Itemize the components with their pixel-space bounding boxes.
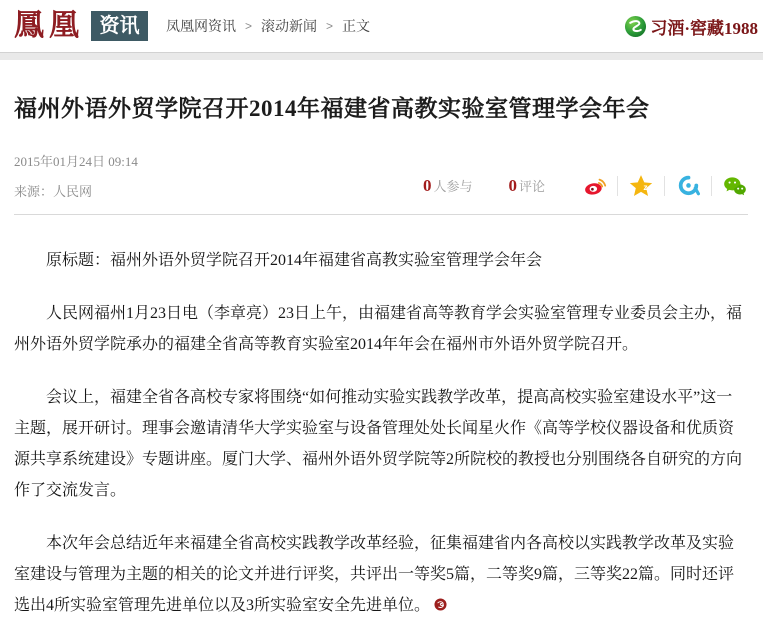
channel-badge-news[interactable]: 资讯	[91, 11, 148, 41]
breadcrumb-ifeng-news[interactable]: 凤凰网资讯	[166, 20, 236, 35]
breadcrumb-rolling-news[interactable]: 滚动新闻	[261, 20, 318, 35]
ad-text: 习酒·窖藏1988	[650, 18, 758, 38]
comments-stat[interactable]	[508, 176, 545, 196]
share-bar	[581, 173, 748, 199]
participation-count: 0	[422, 176, 432, 195]
sina-weibo-icon	[582, 174, 607, 199]
participation-label: 人参与	[433, 179, 473, 194]
share-sina-weibo-button[interactable]	[581, 173, 607, 199]
wechat-icon	[722, 173, 748, 199]
brand	[14, 10, 148, 42]
article-meta-row	[14, 151, 748, 200]
article-paragraph-text: 本次年会总结近年来福建全省高校实践教学改革经验，征集福建省内各高校以实践教学改革及实验室建设与管理为主题的相关的论文并进行评奖，共评出一等奖5篇，二等奖9篇，三等奖22篇。同时还评选出4所实验室管理先进单位以及3所实验室安全先进单位。	[14, 535, 735, 614]
article-paragraph	[14, 528, 748, 621]
article-paragraph: 原标题：福州外语外贸学院召开2014年福建省高教实验室管理学会年会	[46, 252, 543, 269]
share-wechat-button[interactable]	[722, 173, 748, 199]
article-page	[0, 94, 763, 621]
breadcrumb	[166, 16, 370, 36]
breadcrumb-separator: >	[245, 19, 253, 33]
header-divider-band	[0, 52, 763, 60]
participation-stat[interactable]	[423, 176, 473, 196]
source-line	[14, 181, 138, 200]
article-paragraph: 人民网福州1月23日电（李章亮）23日上午，由福建省高等教育学会实验室管理专业委员会主办，福州外语外贸学院承办的福建全省高等教育实验室2014年年会在福州市外语外贸学院召开。	[14, 305, 743, 353]
article-paragraph: 会议上，福建全省各高校专家将围绕“如何推动实验实践教学改革，提高高校实验室建设水平”这一主题，展开研讨。理事会邀请清华大学实验室与设备管理处处长闻星火作《高等学校仪器设备和优质资源共享系统建设》专题讲座。厦门大学、福州外语外贸学院等2所院校的教授也分别围绕各自研究的方向作了交流发言。	[14, 389, 743, 499]
article-meta-right	[423, 173, 748, 200]
article-title: 福州外语外贸学院召开2014年福建省高教实验室管理学会年会	[14, 96, 650, 121]
breadcrumb-separator: >	[326, 19, 334, 33]
article-body	[14, 245, 748, 621]
comments-count: 0	[508, 176, 517, 195]
site-header	[0, 0, 763, 52]
phoenix-end-mark-icon	[434, 598, 447, 611]
breadcrumb-current-article: 正文	[342, 20, 371, 35]
xijiu-green-circle-icon	[624, 15, 647, 38]
tencent-weibo-icon	[676, 174, 701, 199]
publish-date: 2015年01月24日 09:14	[14, 154, 138, 169]
share-separator	[664, 176, 665, 196]
share-tencent-weibo-button[interactable]	[675, 173, 701, 199]
comments-label: 评论	[518, 179, 545, 194]
source-link[interactable]: 人民网	[53, 184, 93, 199]
svg-text:z: z	[643, 181, 648, 192]
meta-article-divider	[14, 214, 748, 215]
source-label: 来源：	[14, 184, 54, 199]
share-separator	[617, 176, 618, 196]
share-separator	[711, 176, 712, 196]
ifeng-logo[interactable]: 鳳凰	[14, 9, 84, 42]
qzone-star-icon	[628, 173, 654, 199]
share-qzone-button[interactable]	[628, 173, 654, 199]
xijiu-ad-link[interactable]	[624, 14, 758, 39]
article-meta-left	[14, 151, 138, 200]
